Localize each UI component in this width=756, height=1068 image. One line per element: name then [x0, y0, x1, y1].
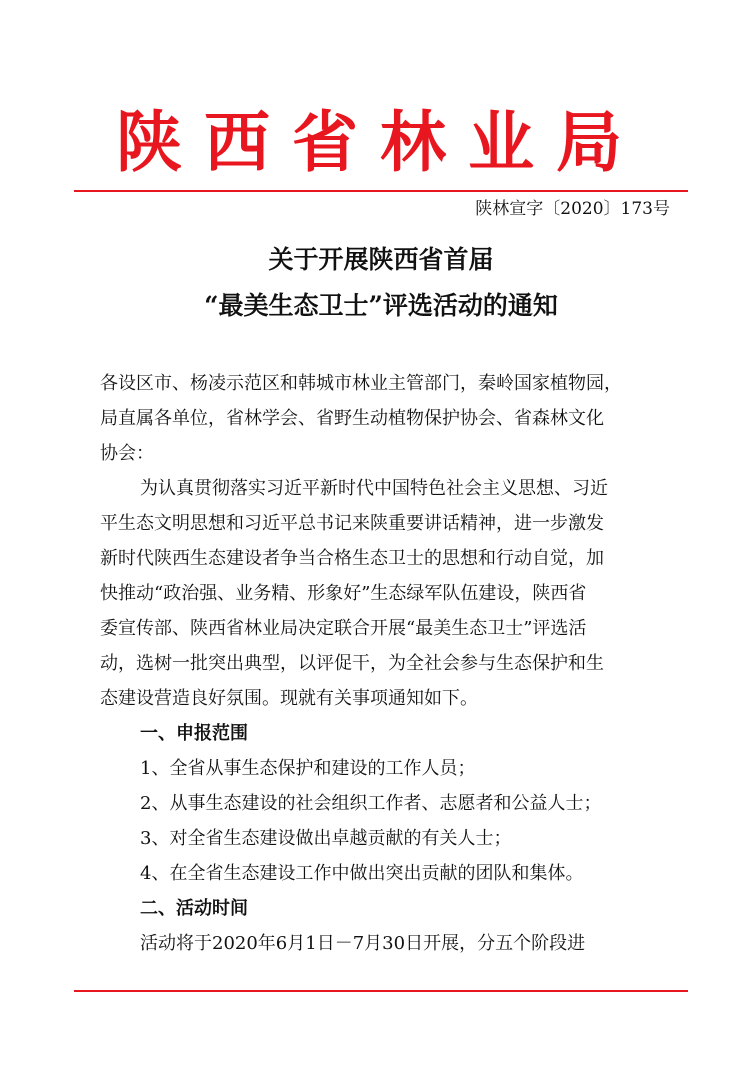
addressee-line: 局直属各单位，省林学会、省野生动植物保护协会、省森林文化	[100, 408, 604, 429]
paragraph-line: 快推动“政治强、业务精、形象好”生态绿军队伍建设，陕西省	[100, 583, 587, 604]
issuing-organization-header: 陕西省林业局	[116, 103, 644, 181]
section-heading-scope: 一、申报范围	[140, 723, 248, 744]
addressee-line: 协会：	[100, 443, 154, 464]
paragraph-line: 委宣传部、陕西省林业局决定联合开展“最美生态卫士”评选活	[100, 618, 587, 639]
paragraph-line: 为认真贯彻落实习近平新时代中国特色社会主义思想、习近	[140, 478, 608, 499]
paragraph-line: 动，选树一批突出典型，以评促干，为全社会参与生态保护和生	[100, 653, 604, 674]
list-item: 2、从事生态建设的社会组织工作者、志愿者和公益人士；	[140, 793, 602, 814]
paragraph-line: 新时代陕西生态建设者争当合格生态卫士的思想和行动自觉，加	[100, 548, 604, 569]
paragraph-line: 态建设营造良好氛围。现就有关事项通知如下。	[100, 688, 478, 709]
addressee-line: 各设区市、杨凌示范区和韩城市林业主管部门，秦岭国家植物园，	[100, 373, 622, 394]
document-number: 陕林宣字〔2020〕173号	[475, 199, 670, 219]
red-header-rule	[74, 190, 688, 192]
document-title-line-1: 关于开展陕西省首届	[268, 245, 494, 274]
document-title-line-2: “最美生态卫士”评选活动的通知	[204, 291, 558, 320]
red-footer-rule	[74, 990, 688, 992]
list-item: 1、全省从事生态保护和建设的工作人员；	[140, 758, 476, 779]
list-item: 3、对全省生态建设做出卓越贡献的有关人士；	[140, 828, 512, 849]
section-heading-time: 二、活动时间	[140, 898, 248, 919]
paragraph-line: 活动将于2020年6月1日－7月30日开展，分五个阶段进	[140, 933, 586, 954]
paragraph-line: 平生态文明思想和习近平总书记来陕重要讲话精神，进一步激发	[100, 513, 604, 534]
document-body	[100, 366, 662, 961]
list-item: 4、在全省生态建设工作中做出突出贡献的团队和集体。	[140, 863, 584, 884]
